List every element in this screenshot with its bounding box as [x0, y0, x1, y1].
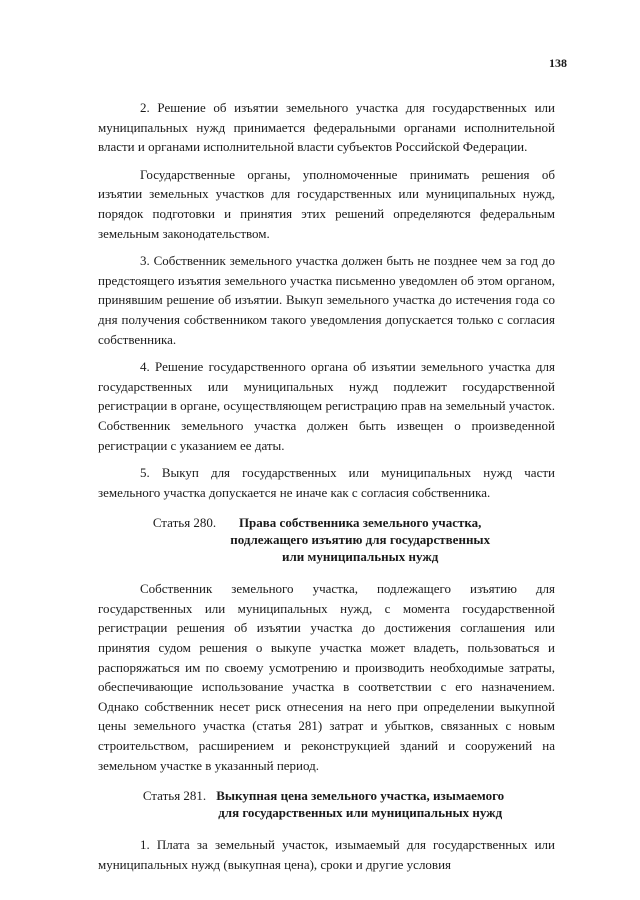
paragraph-state-bodies: Государственные органы, уполномоченные принимать решения об изъятии земельных участков для государственных или муниципальных нужд, порядок подготовки и принятия этих решений определяются федеральным земельным законодательством.	[98, 166, 555, 241]
article-281-number: Статья 281.	[142, 788, 207, 804]
article-281-paragraph-1: 1. Плата за земельный участок, изымаемый для государственных или муниципальных нужд (выкупная цена), сроки и другие условия	[98, 837, 555, 872]
paragraph-2: 2. Решение об изъятии земельного участка для государственных или муниципальных нужд принимается федеральными органами исполнительной власти и органами исполнительной власти субъектов Российской Федерации.	[98, 100, 555, 155]
article-281-title: Выкупная цена земельного участка, изымаемого для государственных или муниципальных нужд	[216, 788, 505, 821]
article-280-paragraph: Собственник земельного участка, подлежащего изъятию для государственных или муниципальных нужд, с момента государственной регистрации решения об изъятии участка до достижения соглашения или принятия судом решения о выкупе участка может владеть, пользоваться и распоряжаться им по своему усмотрению и производить необходимые затраты, обеспечивающие использование участка в соответствии с его назначением. Однако собственник несет риск отнесения на него при определении выкупной цены земельного участка (статья 281) затрат и убытков, связанных с новым строительством, расширением и реконструкцией зданий и сооружений на земельном участке в указанный период.	[98, 581, 555, 773]
document-body	[98, 98, 555, 882]
article-281-heading	[98, 787, 555, 821]
article-280-title: Права собственника земельного участка, подлежащего изъятию для государственных или муниципальных нужд	[230, 515, 491, 565]
paragraph-4: 4. Решение государственного органа об изъятии земельного участка для государственных или муниципальных нужд подлежит государственной регистрации в органе, осуществляющем регистрацию прав на земельный участок. Собственник земельного участка должен быть извещен о произведенной регистрации с указанием ее даты.	[98, 359, 555, 453]
page-number: 138	[549, 56, 567, 70]
article-280-heading	[98, 514, 555, 565]
paragraph-3: 3. Собственник земельного участка должен быть не позднее чем за год до предстоящего изъятия земельного участка письменно уведомлен об этом органом, принявшим решение об изъятии. Выкуп земельного участка до истечения года со дня получения собственником такого уведомления допускается только с согласия собственника.	[98, 253, 555, 347]
paragraph-5: 5. Выкуп для государственных или муниципальных нужд части земельного участка допускается не иначе как с согласия собственника.	[98, 465, 555, 500]
article-280-number: Статья 280.	[152, 515, 217, 531]
